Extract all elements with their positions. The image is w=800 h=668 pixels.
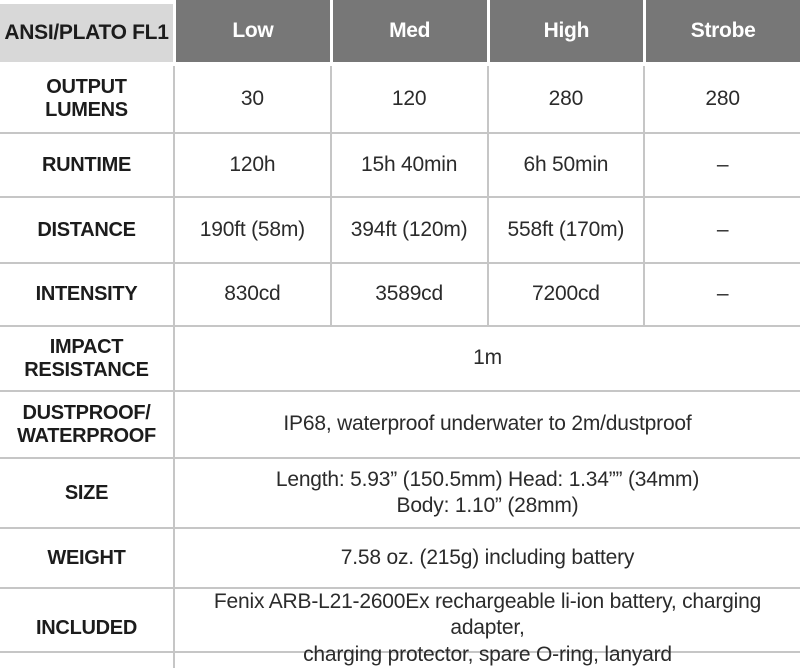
row-label-line: RUNTIME	[41, 153, 131, 176]
row-included	[0, 587, 800, 666]
row-label-distance	[0, 198, 173, 262]
row-runtime	[0, 132, 800, 196]
output-lumens-strobe: 280	[643, 66, 800, 132]
row-label-weight	[0, 529, 173, 587]
row-label-line: OUTPUT	[46, 76, 127, 98]
column-header-med: Med	[330, 0, 487, 62]
column-header-high: High	[487, 0, 644, 62]
weight-value	[173, 529, 800, 587]
row-label-line: IMPACT	[49, 335, 124, 358]
row-label-line: INTENSITY	[35, 283, 138, 305]
intensity-high: 7200cd	[487, 264, 644, 325]
row-label-intensity	[0, 264, 173, 325]
dustproof-waterproof-value	[173, 392, 800, 457]
column-header-low: Low	[173, 0, 330, 62]
table-corner-header: ANSI/PLATO FL1	[0, 4, 173, 62]
row-dustproof-waterproof	[0, 390, 800, 457]
runtime-med: 15h 40min	[330, 134, 487, 196]
row-label-line: WEIGHT	[47, 546, 126, 569]
value-line: Body: 1.10” (28mm)	[396, 494, 579, 517]
runtime-high: 6h 50min	[487, 134, 644, 196]
distance-strobe: –	[643, 198, 800, 262]
value-line: charging protector, spare O-ring, lanyard	[303, 642, 672, 666]
row-label-line: LUMENS	[45, 99, 128, 121]
runtime-low: 120h	[173, 134, 330, 196]
impact-resistance-value	[173, 327, 800, 390]
output-lumens-low: 30	[173, 66, 330, 132]
row-distance	[0, 196, 800, 262]
intensity-med: 3589cd	[330, 264, 487, 325]
value-line: 1m	[473, 346, 502, 370]
size-value	[173, 459, 800, 527]
row-size	[0, 457, 800, 527]
row-label-dustproof-waterproof	[0, 392, 173, 457]
value-line: 7.58 oz. (215g) including battery	[340, 545, 635, 569]
distance-low: 190ft (58m)	[173, 198, 330, 262]
included-value	[173, 589, 800, 668]
distance-med: 394ft (120m)	[330, 198, 487, 262]
output-lumens-high: 280	[487, 66, 644, 132]
distance-high: 558ft (170m)	[487, 198, 644, 262]
row-label-line: WATERPROOF	[17, 424, 156, 447]
row-label-line: DUSTPROOF/	[22, 401, 151, 424]
row-label-line: INCLUDED	[36, 616, 137, 639]
row-label-line: DISTANCE	[37, 218, 136, 241]
value-line: Fenix ARB-L21-2600Ex rechargeable li-ion battery, charging adapter,	[213, 590, 762, 640]
value-line: IP68, waterproof underwater to 2m/dustproof	[283, 412, 692, 436]
intensity-strobe: –	[643, 264, 800, 325]
row-output-lumens	[0, 66, 800, 132]
row-label-output-lumens	[0, 66, 173, 132]
value-line: Length: 5.93” (150.5mm) Head: 1.34”” (34mm)	[275, 467, 700, 491]
row-label-line: SIZE	[64, 481, 109, 504]
table-header-row	[0, 0, 800, 62]
row-label-impact-resistance	[0, 327, 173, 390]
row-label-runtime	[0, 134, 173, 196]
output-lumens-med: 120	[330, 66, 487, 132]
row-label-line: RESISTANCE	[24, 358, 149, 381]
row-weight	[0, 527, 800, 587]
row-label-size	[0, 459, 173, 527]
row-intensity	[0, 262, 800, 325]
row-label-included	[0, 589, 173, 668]
runtime-strobe: –	[643, 134, 800, 196]
intensity-low: 830cd	[173, 264, 330, 325]
column-header-strobe: Strobe	[643, 0, 800, 62]
row-impact-resistance	[0, 325, 800, 390]
